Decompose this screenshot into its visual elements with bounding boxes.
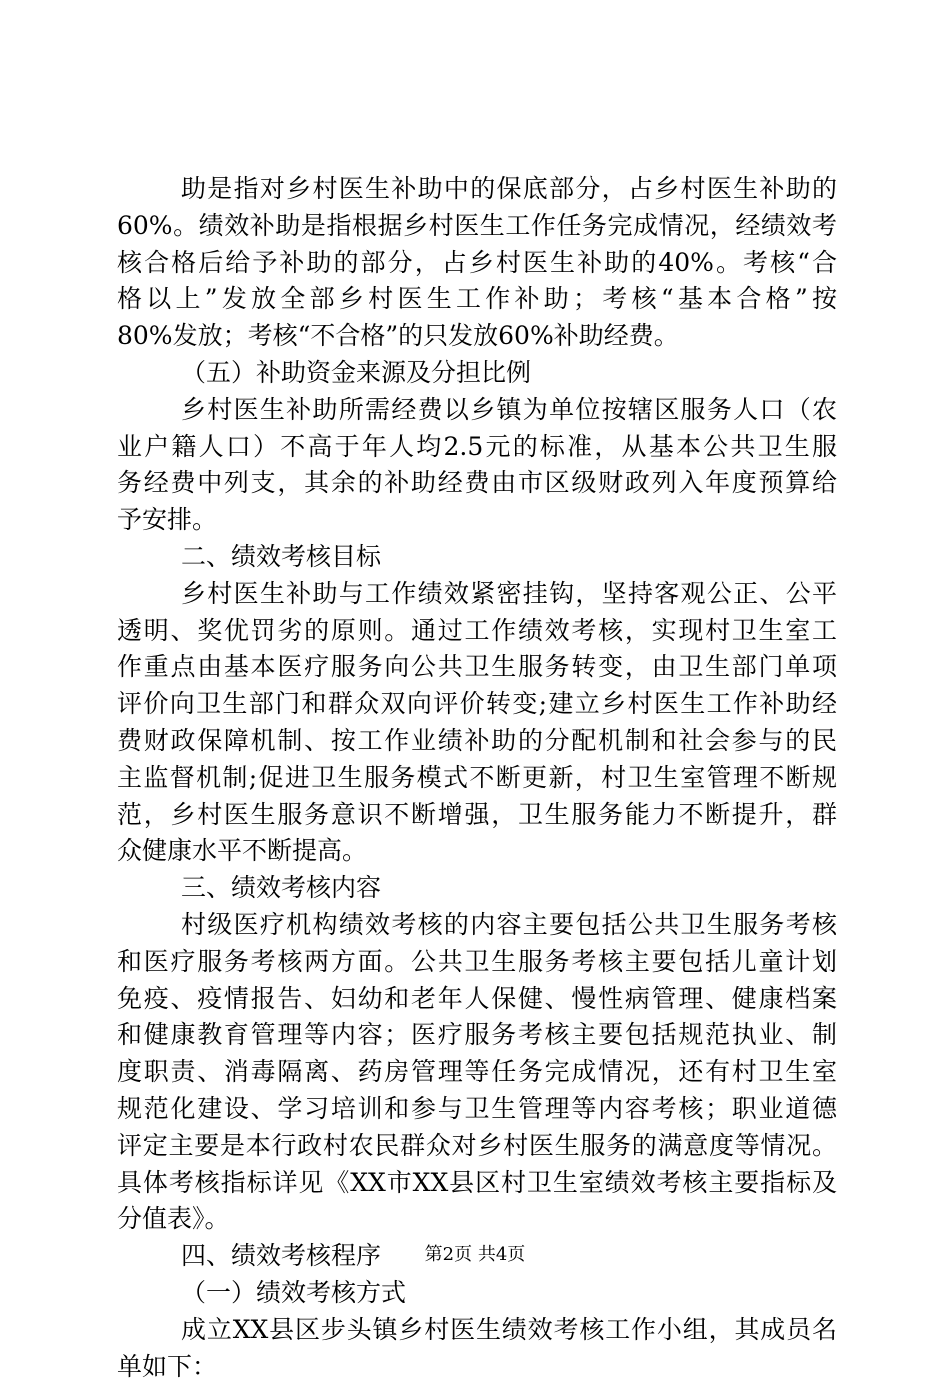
- text-line: 众健康水平不断提高。: [117, 833, 837, 870]
- text-line: 核合格后给予补助的部分，占乡村医生补助的40%。考核“合: [117, 245, 837, 282]
- text-line: 单如下：: [117, 1349, 837, 1385]
- text-line: 二、绩效考核目标: [117, 539, 837, 576]
- text-line: 四、绩效考核程序: [117, 1238, 837, 1275]
- page-footer: 第2页 共4页: [0, 1243, 950, 1267]
- text-line: 和医疗服务考核两方面。公共卫生服务考核主要包括儿童计划: [117, 944, 837, 981]
- text-line: 格以上”发放全部乡村医生工作补助；考核“基本合格”按: [117, 281, 837, 318]
- text-line: （五）补助资金来源及分担比例: [117, 355, 837, 392]
- text-line: 和健康教育管理等内容；医疗服务考核主要包括规范执业、制: [117, 1017, 837, 1054]
- text-line: 规范化建设、学习培训和参与卫生管理等内容考核；职业道德: [117, 1091, 837, 1128]
- text-line: 主监督机制;促进卫生服务模式不断更新，村卫生室管理不断规: [117, 760, 837, 797]
- text-line: 评定主要是本行政村农民群众对乡村医生服务的满意度等情况。: [117, 1128, 837, 1165]
- text-line: 80%发放；考核“不合格”的只发放60%补助经费。: [117, 318, 837, 355]
- text-line: 具体考核指标详见《XX市XX县区村卫生室绩效考核主要指标及: [117, 1165, 837, 1202]
- text-line: 费财政保障机制、按工作业绩补助的分配机制和社会参与的民: [117, 723, 837, 760]
- text-line: 乡村医生补助与工作绩效紧密挂钩，坚持客观公正、公平: [117, 576, 837, 613]
- text-line: 免疫、疫情报告、妇幼和老年人保健、慢性病管理、健康档案: [117, 981, 837, 1018]
- text-line: 60%。绩效补助是指根据乡村医生工作任务完成情况，经绩效考: [117, 208, 837, 245]
- text-line: 予安排。: [117, 502, 837, 539]
- text-line: 范，乡村医生服务意识不断增强，卫生服务能力不断提升，群: [117, 797, 837, 834]
- text-line: 度职责、消毒隔离、药房管理等任务完成情况，还有村卫生室: [117, 1054, 837, 1091]
- document-body: [117, 171, 837, 1385]
- text-line: 三、绩效考核内容: [117, 870, 837, 907]
- text-line: 分值表》。: [117, 1201, 837, 1238]
- text-line: 作重点由基本医疗服务向公共卫生服务转变，由卫生部门单项: [117, 649, 837, 686]
- text-line: 业户籍人口）不高于年人均2.5元的标准，从基本公共卫生服: [117, 429, 837, 466]
- text-line: 成立XX县区步头镇乡村医生绩效考核工作小组，其成员名: [117, 1312, 837, 1349]
- text-line: 助是指对乡村医生补助中的保底部分，占乡村医生补助的: [117, 171, 837, 208]
- text-line: 乡村医生补助所需经费以乡镇为单位按辖区服务人口（农: [117, 392, 837, 429]
- text-line: 务经费中列支，其余的补助经费由市区级财政列入年度预算给: [117, 465, 837, 502]
- text-line: （一）绩效考核方式: [117, 1275, 837, 1312]
- text-line: 透明、奖优罚劣的原则。通过工作绩效考核，实现村卫生室工: [117, 613, 837, 650]
- text-line: 村级医疗机构绩效考核的内容主要包括公共卫生服务考核: [117, 907, 837, 944]
- text-line: 评价向卫生部门和群众双向评价转变;建立乡村医生工作补助经: [117, 686, 837, 723]
